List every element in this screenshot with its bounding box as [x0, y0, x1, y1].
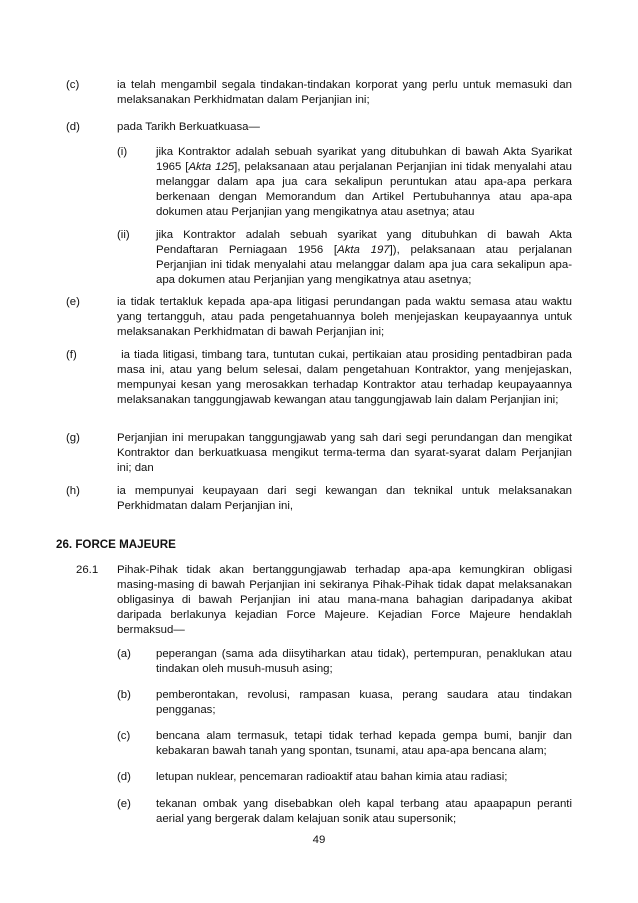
sub-item-label: (i) — [117, 146, 128, 158]
clause-item-label: (d) — [117, 771, 131, 783]
item-label: (g) — [66, 432, 80, 444]
sub-item-label: (ii) — [117, 229, 130, 241]
item-label: (h) — [66, 485, 80, 497]
item-text: ia telah mengambil segala tindakan-tindakan korporat yang perlu untuk memasuki dan melaksanakan Perkhidmatan dalam Perjanjian ini; — [117, 79, 572, 106]
clause-item-text: peperangan (sama ada diisytiharkan atau tidak), pertempuran, penaklukan atau tindakan oleh musuh-musuh asing; — [156, 648, 572, 675]
clause-label: 26.1 — [76, 564, 99, 576]
item-text: pada Tarikh Berkuatkuasa— — [117, 121, 260, 133]
clause-item-label: (e) — [117, 798, 131, 810]
item-label: (e) — [66, 296, 80, 308]
clause-item-label: (a) — [117, 648, 131, 660]
item-label: (f) — [66, 349, 77, 361]
clause-item-text: pemberontakan, revolusi, rampasan kuasa, perang saudara atau tindakan pengganas; — [156, 689, 572, 716]
clause-text: Pihak-Pihak tidak akan bertanggungjawab terhadap apa-apa kemungkiran obligasi masing-masing di bawah Perjanjian ini sekiranya Pihak-Pihak tidak dapat melaksanakan obligasinya di bawah Perjanjian ini atau mana-mana bahagian daripadanya akibat daripada berlakunya kejadian Force Majeure. Kejadian Force Majeure hendaklah bermaksud— — [117, 564, 572, 636]
item-text: Perjanjian ini merupakan tanggungjawab yang sah dari segi perundangan dan mengikat Kontraktor dan berkuatkuasa mengikut terma-terma dan syarat-syarat dalam Perjanjian ini; dan — [117, 432, 572, 474]
clause-item-label: (b) — [117, 689, 131, 701]
clause-item-text: bencana alam termasuk, tetapi tidak terhad kepada gempa bumi, banjir dan kebakaran bawah tanah yang spontan, tsunami, atau apa-apa bencana alam; — [156, 730, 572, 757]
clause-item-text: letupan nuklear, pencemaran radioaktif atau bahan kimia atau radiasi; — [156, 771, 508, 783]
item-label: (c) — [66, 79, 80, 91]
item-text: ia mempunyai keupayaan dari segi kewangan dan teknikal untuk melaksanakan Perkhidmatan dalam Perjanjian ini, — [117, 485, 572, 512]
page-number: 49 — [312, 834, 326, 846]
clause-item-text: tekanan ombak yang disebabkan oleh kapal terbang atau apaapapun peranti aerial yang bergerak dalam kelajuan sonik atau supersonik; — [156, 798, 572, 825]
sub-item-text: jika Kontraktor adalah sebuah syarikat yang ditubuhkan di bawah Akta Pendaftaran Perniagaan 1956 [Akta 197]), pelaksanaan atau perjalanan Perjanjian ini tidak menyalahi atau melanggar dalam apa jua cara sekalipun apa-apa dokumen atau Perjanjian yang mengikatnya atau asetnya; — [156, 229, 572, 286]
item-label: (d) — [66, 121, 80, 133]
sub-item-text: jika Kontraktor adalah sebuah syarikat yang ditubuhkan di bawah Akta Syarikat 1965 [Akta 125], pelaksanaan atau perjalanan Perjanjian ini tidak menyalahi atau melanggar dalam apa jua cara sekalipun peruntukan atau apa-apa perkara berkenaan dengan Memorandum dan Artikel Pertubuhannya atau apa-apa dokumen atau Perjanjian yang mengikatnya atau asetnya; atau — [156, 146, 573, 218]
item-text: ia tidak tertakluk kepada apa-apa litigasi perundangan pada waktu semasa atau waktu yang tertangguh, atau pada pengetahuannya boleh menjejaskan keupayaannya untuk melaksanakan Perkhidmatan di bawah Perjanjian ini; — [117, 296, 572, 338]
item-text: ia tiada litigasi, timbang tara, tuntutan cukai, pertikaian atau prosiding pentadbiran pada masa ini, atau yang belum selesai, dalam pengetahuan Kontraktor, yang menjejaskan, mempunyai kesan yang merosakkan terhadap Kontraktor atau terhadap keupayaannya melaksanakan tanggungjawab kewangan atau tanggungjawab lain dalam Perjanjian ini; — [117, 349, 576, 406]
section-heading: 26. FORCE MAJEURE — [56, 538, 176, 551]
clause-item-label: (c) — [117, 730, 131, 742]
